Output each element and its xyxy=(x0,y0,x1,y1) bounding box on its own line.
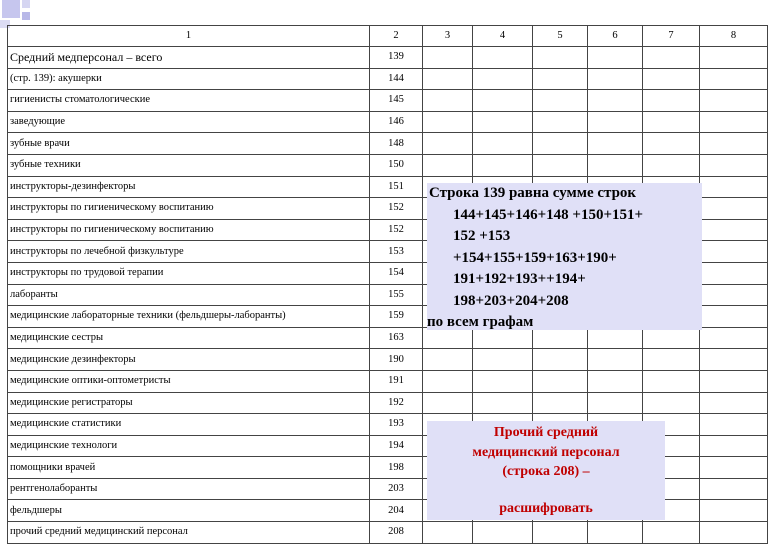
empty-cell xyxy=(473,47,533,69)
table-row xyxy=(8,90,768,112)
row-code: 152 xyxy=(370,219,423,241)
empty-cell xyxy=(700,414,768,436)
empty-cell xyxy=(423,68,473,90)
empty-cell xyxy=(700,133,768,155)
empty-cell xyxy=(643,522,700,544)
table-row xyxy=(8,392,768,414)
row-name: инструкторы по гигиеническому воспитанию xyxy=(8,198,370,220)
row-name: лаборанты xyxy=(8,284,370,306)
decor-square xyxy=(22,12,30,20)
row-name: зубные техники xyxy=(8,154,370,176)
row-name: медицинские дезинфекторы xyxy=(8,349,370,371)
empty-cell xyxy=(700,349,768,371)
row-code: 208 xyxy=(370,522,423,544)
empty-cell xyxy=(643,133,700,155)
note-line: 152 +153 xyxy=(453,228,511,244)
empty-cell xyxy=(423,154,473,176)
empty-cell xyxy=(588,349,643,371)
row-name: рентгенолаборанты xyxy=(8,478,370,500)
corner-decoration xyxy=(0,0,40,28)
row-code: 194 xyxy=(370,435,423,457)
empty-cell xyxy=(473,154,533,176)
empty-cell xyxy=(473,392,533,414)
row-name: медицинские сестры xyxy=(8,327,370,349)
column-number: 6 xyxy=(588,26,643,47)
empty-cell xyxy=(423,133,473,155)
row-name: медицинские статистики xyxy=(8,414,370,436)
table-row xyxy=(8,522,768,544)
empty-cell xyxy=(473,370,533,392)
row-code: 154 xyxy=(370,262,423,284)
empty-cell xyxy=(700,435,768,457)
empty-cell xyxy=(700,198,768,220)
row-name: (стр. 139): акушерки xyxy=(8,68,370,90)
empty-cell xyxy=(700,306,768,328)
row-name: заведующие xyxy=(8,111,370,133)
empty-cell xyxy=(700,219,768,241)
row-name: зубные врачи xyxy=(8,133,370,155)
column-number: 3 xyxy=(423,26,473,47)
empty-cell xyxy=(533,349,588,371)
table-row xyxy=(8,370,768,392)
empty-cell xyxy=(588,90,643,112)
column-number: 1 xyxy=(8,26,370,47)
row-code: 192 xyxy=(370,392,423,414)
empty-cell xyxy=(473,90,533,112)
row-name: инструкторы по лечебной физкультуре xyxy=(8,241,370,263)
empty-cell xyxy=(588,154,643,176)
empty-cell xyxy=(473,349,533,371)
empty-cell xyxy=(700,68,768,90)
empty-cell xyxy=(700,457,768,479)
row-name: медицинские оптики-оптометристы xyxy=(8,370,370,392)
empty-cell xyxy=(643,370,700,392)
table-header-row xyxy=(8,26,768,47)
row-code: 203 xyxy=(370,478,423,500)
column-number: 5 xyxy=(533,26,588,47)
note-line: по всем графам xyxy=(427,314,534,330)
empty-cell xyxy=(643,47,700,69)
table-row xyxy=(8,133,768,155)
empty-cell xyxy=(700,284,768,306)
table-row xyxy=(8,349,768,371)
empty-cell xyxy=(588,522,643,544)
empty-cell xyxy=(588,370,643,392)
row-code: 153 xyxy=(370,241,423,263)
empty-cell xyxy=(700,241,768,263)
row-code: 198 xyxy=(370,457,423,479)
empty-cell xyxy=(423,370,473,392)
table-row xyxy=(8,47,768,69)
row-code: 159 xyxy=(370,306,423,328)
row-code: 191 xyxy=(370,370,423,392)
note-line: (строка 208) – xyxy=(502,464,590,479)
row-code: 148 xyxy=(370,133,423,155)
empty-cell xyxy=(588,47,643,69)
row-name: помощники врачей xyxy=(8,457,370,479)
note-line: медицинский персонал xyxy=(472,444,620,460)
empty-cell xyxy=(588,111,643,133)
empty-cell xyxy=(473,68,533,90)
note-line: 198+203+204+208 xyxy=(453,292,569,309)
empty-cell xyxy=(700,522,768,544)
empty-cell xyxy=(700,262,768,284)
row-name: фельдшеры xyxy=(8,500,370,522)
empty-cell xyxy=(700,111,768,133)
empty-cell xyxy=(700,154,768,176)
sum-rule-note xyxy=(427,183,702,330)
empty-cell xyxy=(423,90,473,112)
empty-cell xyxy=(643,90,700,112)
empty-cell xyxy=(533,370,588,392)
empty-cell xyxy=(588,133,643,155)
empty-cell xyxy=(700,176,768,198)
empty-cell xyxy=(533,47,588,69)
empty-cell xyxy=(700,392,768,414)
row-code: 193 xyxy=(370,414,423,436)
empty-cell xyxy=(423,522,473,544)
empty-cell xyxy=(643,111,700,133)
empty-cell xyxy=(588,68,643,90)
decor-square xyxy=(2,0,20,18)
empty-cell xyxy=(588,392,643,414)
row-name: прочий средний медицинский персонал xyxy=(8,522,370,544)
empty-cell xyxy=(533,111,588,133)
row-code: 150 xyxy=(370,154,423,176)
column-number: 7 xyxy=(643,26,700,47)
note-line: Прочий средний xyxy=(493,425,599,440)
table-row xyxy=(8,154,768,176)
row-name: медицинские технологи xyxy=(8,435,370,457)
empty-cell xyxy=(533,522,588,544)
note-line: +154+155+159+163+190+ xyxy=(453,249,617,266)
empty-cell xyxy=(700,370,768,392)
row-code: 146 xyxy=(370,111,423,133)
note-line: 191+192+193++194+ xyxy=(453,271,586,287)
empty-cell xyxy=(423,111,473,133)
empty-cell xyxy=(700,47,768,69)
row-code: 145 xyxy=(370,90,423,112)
row-code: 144 xyxy=(370,68,423,90)
column-number: 2 xyxy=(370,26,423,47)
row-name: медицинские лабораторные техники (фельдшеры-лаборанты) xyxy=(8,306,370,328)
row-code: 151 xyxy=(370,176,423,198)
table-row xyxy=(8,111,768,133)
note-line: 144+145+146+148 +150+151+ xyxy=(453,206,644,223)
note-line: Строка 139 равна сумме строк xyxy=(429,185,637,201)
row-code: 163 xyxy=(370,327,423,349)
column-number: 4 xyxy=(473,26,533,47)
row-name: инструкторы по гигиеническому воспитанию xyxy=(8,219,370,241)
empty-cell xyxy=(473,111,533,133)
empty-cell xyxy=(700,90,768,112)
row-name: гигиенисты стоматологические xyxy=(8,90,370,112)
empty-cell xyxy=(643,349,700,371)
row-code: 139 xyxy=(370,47,423,69)
row-name: инструкторы-дезинфекторы xyxy=(8,176,370,198)
empty-cell xyxy=(423,47,473,69)
table-row xyxy=(8,68,768,90)
empty-cell xyxy=(533,154,588,176)
empty-cell xyxy=(700,478,768,500)
empty-cell xyxy=(643,68,700,90)
empty-cell xyxy=(423,349,473,371)
row-code: 155 xyxy=(370,284,423,306)
row-name: Средний медперсонал – всего xyxy=(8,47,370,69)
empty-cell xyxy=(533,133,588,155)
empty-cell xyxy=(533,90,588,112)
other-staff-note xyxy=(427,421,665,520)
empty-cell xyxy=(473,133,533,155)
empty-cell xyxy=(700,500,768,522)
row-name: медицинские регистраторы xyxy=(8,392,370,414)
column-number: 8 xyxy=(700,26,768,47)
empty-cell xyxy=(643,392,700,414)
row-code: 204 xyxy=(370,500,423,522)
empty-cell xyxy=(473,522,533,544)
decor-square xyxy=(22,0,30,8)
empty-cell xyxy=(533,392,588,414)
empty-cell xyxy=(423,392,473,414)
empty-cell xyxy=(643,154,700,176)
row-name: инструкторы по трудовой терапии xyxy=(8,262,370,284)
note-line: расшифровать xyxy=(499,500,593,516)
empty-cell xyxy=(533,68,588,90)
row-code: 152 xyxy=(370,198,423,220)
row-code: 190 xyxy=(370,349,423,371)
empty-cell xyxy=(700,327,768,349)
